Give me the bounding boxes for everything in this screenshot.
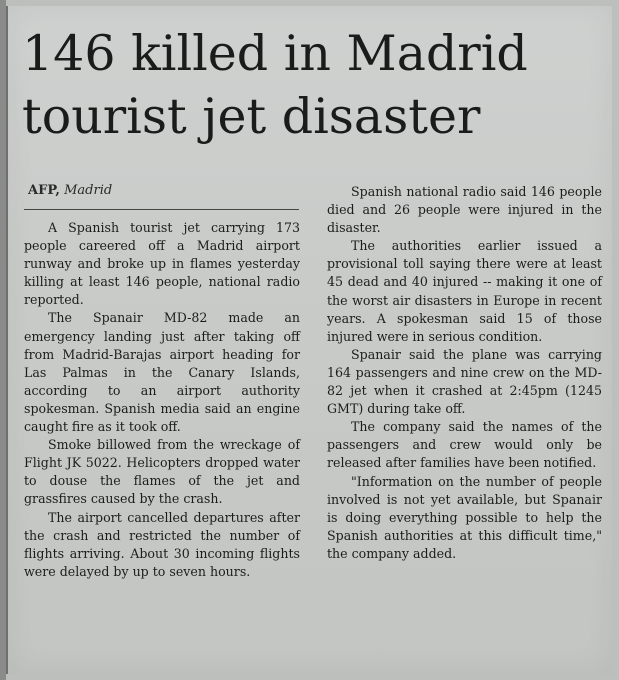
article-paragraph: The company said the names of the passengers and crew would only be released after families have been notified.	[327, 419, 602, 471]
byline-city: Madrid	[64, 183, 113, 198]
article-column-left	[24, 219, 300, 581]
headline: 146 killed in Madrid tourist jet disaster	[22, 25, 528, 145]
article-paragraph: "Information on the number of people involved is not yet available, but Spanair is doing everything possible to help the Spanish authorities at this difficult time," the company added.	[327, 473, 602, 561]
article-paragraph: The Spanair MD-82 made an emergency landing just after taking off from Madrid-Barajas airport heading for Las Palmas in the Canary Islands, according to an airport authority spokesman. Spanish media said an engine caught fire as it took off.	[24, 310, 300, 435]
byline	[24, 183, 112, 198]
article-paragraph: Smoke billowed from the wreckage of Flight JK 5022. Helicopters dropped water to douse the flames of the jet and grassfires caused by the crash.	[24, 437, 300, 507]
article-paragraph: Spanair said the plane was carrying 164 passengers and nine crew on the MD-82 jet when it crashed at 2:45pm (1245 GMT) during take off.	[327, 346, 602, 417]
article-paragraph: A Spanish tourist jet carrying 173 people careered off a Madrid airport runway and broke up in flames yesterday killing at least 146 people, national radio reported.	[24, 220, 300, 308]
article-column-right	[327, 183, 602, 563]
article-paragraph: The authorities earlier issued a provisional toll saying there were at least 45 dead and 40 injured -- making it one of the worst air disasters in Europe in recent years. A spokesman said 15 of those injured were in serious condition.	[327, 238, 602, 344]
byline-divider	[24, 209, 299, 210]
byline-agency: AFP,	[28, 183, 60, 198]
article-paragraph: The airport cancelled departures after the crash and restricted the number of flights arriving. About 30 incoming flights were delayed by up to seven hours.	[24, 509, 300, 579]
article-paragraph: Spanish national radio said 146 people died and 26 people were injured in the disaster.	[327, 184, 602, 236]
